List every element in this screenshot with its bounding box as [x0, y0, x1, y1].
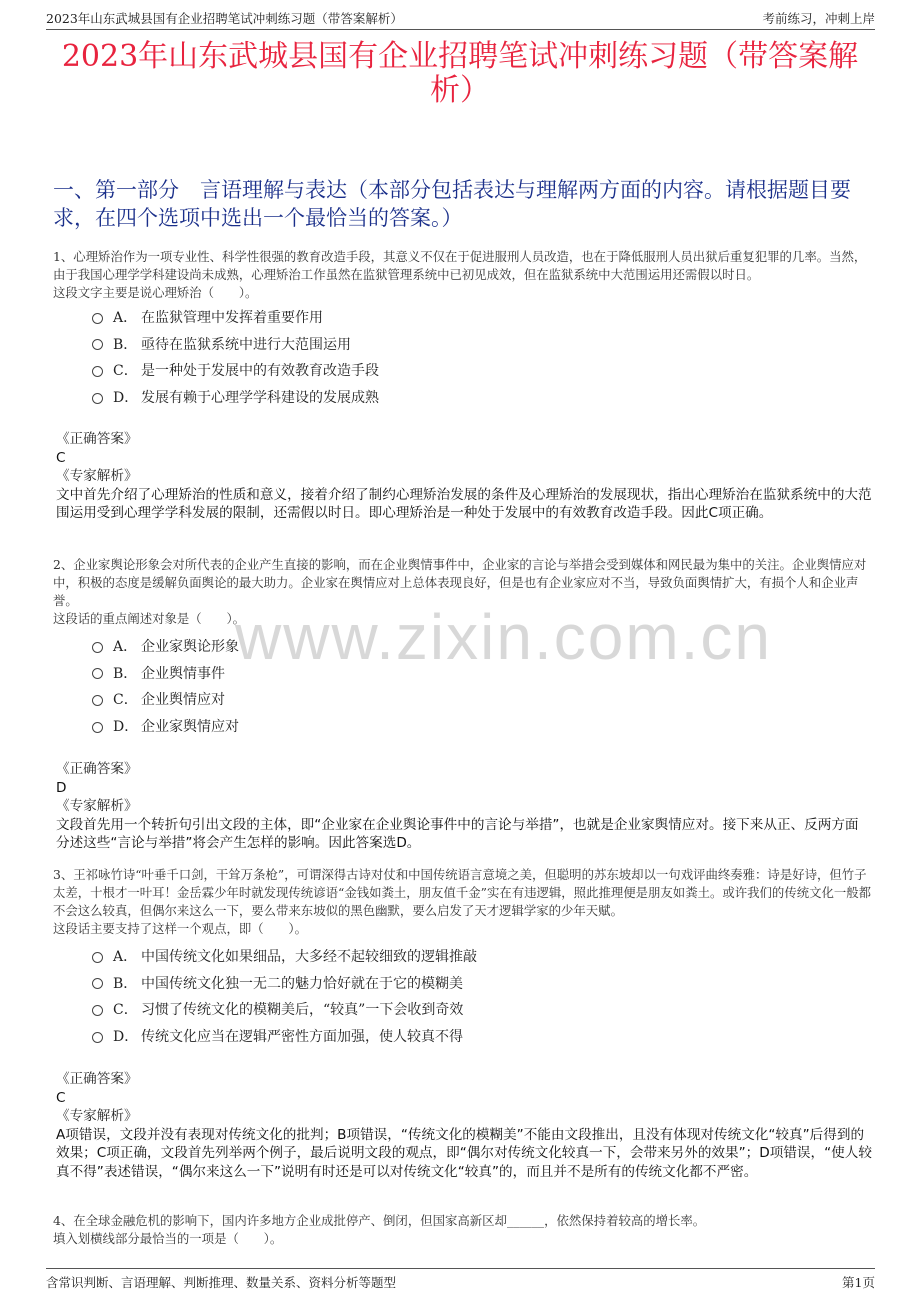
option-text: 是一种处于发展中的有效教育改造手段: [141, 363, 379, 380]
option-text: 发展有赖于心理学学科建设的发展成熟: [141, 390, 379, 407]
question-1: [53, 248, 876, 302]
option-letter: D．: [113, 719, 139, 736]
question-2-options: [92, 633, 239, 739]
option-text: 习惯了传统文化的模糊美后，“较真”一下会收到奇效: [141, 1002, 464, 1019]
watermark: www.zixin.com.cn: [235, 601, 772, 673]
option-text: 中国传统文化独一无二的魅力恰好就在于它的模糊美: [141, 975, 463, 992]
question-stem: 2、企业家舆论形象会对所代表的企业产生直接的影响，而在企业舆情事件中，企业家的言论与举措会受到媒体和网民最为集中的关注。企业舆情应对中，积极的态度是缓解负面舆论的最大助力。企业家在舆情应对上总体表现良好，但是也有企业家应对不当，导致负面舆情扩大，有损个人和企业声誉。: [53, 557, 867, 608]
correct-answer: C: [56, 1089, 66, 1106]
option-letter: A．: [113, 949, 138, 966]
option-letter: B．: [113, 336, 138, 353]
page-value: 1: [854, 1275, 863, 1290]
radio-icon[interactable]: [92, 393, 103, 404]
question-stem: 3、王祁咏竹诗“叶垂千口剑，干耸万条枪”，可谓深得古诗对仗和中国传统语言意境之美，但聪明的苏东坡却以一句戏评曲终奏雅：诗是好诗，但竹子太差，十根才一叶耳！金岳霖少年时就发现传统谚语“金钱如粪土，朋友值千金”实在有违逻辑，照此推理便是朋友如粪土。或许我们的传统文化一般都不会这么较真，但偶尔来这么一下，要么带来东坡似的黑色幽默，要么启发了天才逻辑学家的少年天赋。: [53, 867, 872, 918]
option-letter: D．: [113, 1029, 139, 1046]
page-suffix: 页: [862, 1275, 875, 1290]
radio-icon[interactable]: [92, 668, 103, 679]
section-heading: 一、第一部分 言语理解与表达（本部分包括表达与理解两方面的内容。请根据题目要求，在四个选项中选出一个最恰当的答案。）: [53, 178, 851, 230]
footer-description: 含常识判断、言语理解、判断推理、数量关系、资料分析等题型: [46, 1275, 397, 1290]
option-letter: C．: [113, 363, 138, 380]
question-2: [53, 556, 876, 628]
option-c[interactable]: [92, 686, 239, 713]
question-3-answer-block: [56, 1070, 872, 1181]
header-slogan: 考前练习，冲刺上岸: [762, 11, 875, 26]
question-prompt: 这段话主要支持了这样一个观点，即（ ）。: [53, 921, 308, 936]
question-1-answer-block: [56, 430, 872, 523]
question-3-options: [92, 943, 477, 1049]
option-letter: B．: [113, 975, 138, 992]
page-prefix: 第: [842, 1275, 855, 1290]
option-b[interactable]: [92, 660, 239, 687]
option-letter: B．: [113, 665, 138, 682]
analysis-text: 文段首先用一个转折句引出文段的主体，即“企业家在企业舆论事件中的言论与举措”，也就是企业家舆情应对。接下来从正、反两方面分述这些“言论与举措”将会产生怎样的影响。因此答案选D。: [56, 816, 859, 851]
radio-icon[interactable]: [92, 695, 103, 706]
option-letter: D．: [113, 390, 139, 407]
answer-label: 《正确答案》: [56, 431, 138, 447]
analysis-label: 《专家解析》: [56, 1108, 138, 1124]
option-a[interactable]: [92, 943, 477, 970]
answer-label: 《正确答案》: [56, 761, 138, 777]
analysis-label: 《专家解析》: [56, 798, 138, 814]
radio-icon[interactable]: [92, 313, 103, 324]
option-c[interactable]: [92, 996, 477, 1023]
question-3: [53, 866, 876, 938]
option-b[interactable]: [92, 331, 379, 358]
correct-answer: C: [56, 449, 66, 466]
question-prompt: 填入划横线部分最恰当的一项是（ ）。: [53, 1231, 283, 1246]
option-letter: A．: [113, 310, 138, 327]
radio-icon[interactable]: [92, 642, 103, 653]
question-prompt: 这段话的重点阐述对象是（ ）。: [53, 611, 246, 626]
option-a[interactable]: [92, 304, 379, 331]
option-b[interactable]: [92, 970, 477, 997]
analysis-label: 《专家解析》: [56, 468, 138, 484]
page-footer: [46, 1268, 875, 1290]
document-title: 2023年山东武城县国有企业招聘笔试冲刺练习题（带答案解析）: [61, 39, 859, 108]
question-stem: 4、在全球金融危机的影响下，国内许多地方企业成批停产、倒闭，但国家高新区却______，依然保持着较高的增长率。: [53, 1213, 706, 1228]
option-letter: C．: [113, 692, 138, 709]
radio-icon[interactable]: [92, 1032, 103, 1043]
option-letter: A．: [113, 639, 138, 656]
option-text: 企业舆情应对: [141, 692, 225, 709]
option-text: 亟待在监狱系统中进行大范围运用: [141, 336, 351, 353]
radio-icon[interactable]: [92, 952, 103, 963]
question-stem: 1、心理矫治作为一项专业性、科学性很强的教育改造手段，其意义不仅在于促进服刑人员改造，也在于降低服刑人员出狱后重复犯罪的几率。当然，由于我国心理学学科建设尚未成熟，心理矫治工作虽然在监狱管理系统中已初见成效，但在监狱系统中大范围运用还需假以时日。: [53, 249, 867, 282]
option-text: 企业家舆论形象: [141, 639, 239, 656]
option-a[interactable]: [92, 633, 239, 660]
option-d[interactable]: [92, 1023, 477, 1050]
option-d[interactable]: [92, 713, 239, 740]
radio-icon[interactable]: [92, 1005, 103, 1016]
radio-icon[interactable]: [92, 722, 103, 733]
radio-icon[interactable]: [92, 978, 103, 989]
option-d[interactable]: [92, 384, 379, 411]
option-text: 在监狱管理中发挥着重要作用: [141, 310, 323, 327]
header-doc-title: 2023年山东武城县国有企业招聘笔试冲刺练习题（带答案解析）: [46, 11, 403, 26]
page-number: [842, 1273, 875, 1291]
radio-icon[interactable]: [92, 366, 103, 377]
page-header: [46, 8, 875, 30]
correct-answer: D: [56, 779, 67, 796]
question-prompt: 这段文字主要是说心理矫治（ ）。: [53, 285, 258, 300]
option-text: 企业家舆情应对: [141, 719, 239, 736]
question-2-answer-block: [56, 760, 872, 853]
option-letter: C．: [113, 1002, 138, 1019]
option-c[interactable]: [92, 357, 379, 384]
option-text: 传统文化应当在逻辑严密性方面加强，使人较真不得: [141, 1029, 463, 1046]
option-text: 企业舆情事件: [141, 665, 225, 682]
answer-label: 《正确答案》: [56, 1071, 138, 1087]
analysis-text: 文中首先介绍了心理矫治的性质和意义，接着介绍了制约心理矫治发展的条件及心理矫治的发展现状，指出心理矫治在监狱系统中的大范围运用受到心理学学科发展的限制，还需假以时日。即心理矫治是一种处于发展中的有效教育改造手段。因此C项正确。: [56, 486, 872, 521]
option-text: 中国传统文化如果细品，大多经不起较细致的逻辑推敲: [141, 949, 477, 966]
analysis-text: A项错误，文段并没有表现对传统文化的批判；B项错误，“传统文化的模糊美”不能由文段推出，且没有体现对传统文化“较真”后得到的效果；C项正确，文段首先列举两个例子，最后说明文段的观点，即“偶尔对传统文化较真一下，会带来另外的效果”；D项错误，“使人较真不得”表述错误，“偶尔来这么一下”说明有时还是可以对传统文化“较真”的，而且并不是所有的传统文化都不严密。: [56, 1126, 872, 1180]
question-4: [53, 1212, 876, 1248]
question-1-options: [92, 304, 379, 410]
radio-icon[interactable]: [92, 339, 103, 350]
